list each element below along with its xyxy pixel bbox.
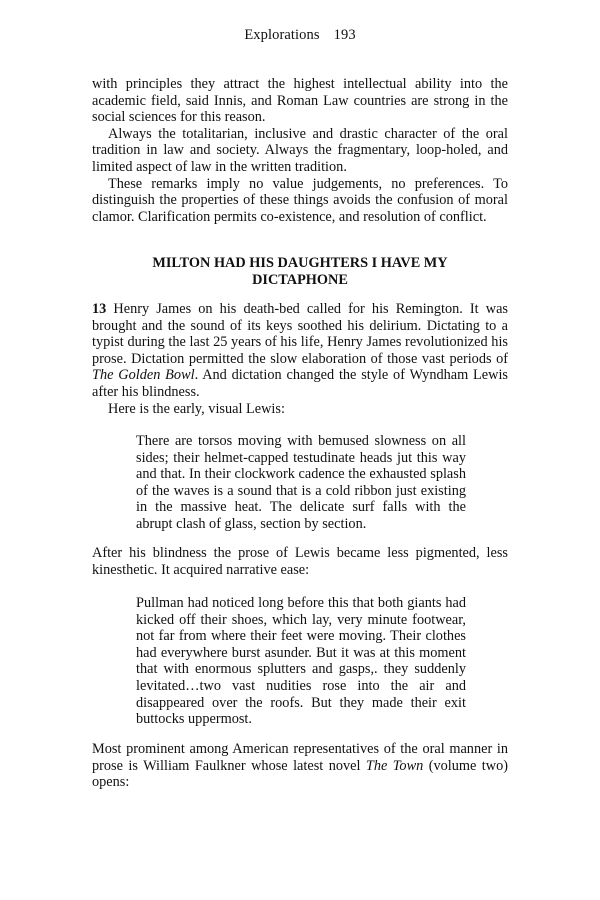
section-number: 13 xyxy=(92,301,107,317)
block-quote-early-lewis: There are torsos moving with bemused slowness on all sides; their helmet-capped testudinate heads jut this way and that. In their clockwork cadence the exhausted splash of the waves is a sound that is a cold ribbon just existing in the massive heat. The delicate surf falls with the abrupt clash of glass, section by section. xyxy=(136,433,466,532)
paragraph: Here is the early, visual Lewis: xyxy=(108,400,285,417)
paragraph-text: (volume two) opens: xyxy=(92,757,508,791)
novel-title: The Town xyxy=(365,757,424,774)
section-heading-line-2: DICTAPHONE xyxy=(252,271,348,288)
paragraph-text: Most prominent among American representatives of the oral manner in prose is William Faulkner whose latest novel xyxy=(92,741,508,774)
block-quote-late-lewis: Pullman had noticed long before this that both giants had kicked off their shoes, which lay, very minute footwear, not far from where their feet were moving. Their clothes had everywhere burst asunder. But it was at this moment that with enormous splutters and gasps,. they suddenly levitated…two vast nudities rose into the air and disappeared over the roofs. But they made their exit buttocks uppermost. xyxy=(136,595,466,728)
paragraph-text: Henry James on his death-bed called for his Remington. It was brought and the sound of its keys soothed his delirium. Dictating to a typist during the last 25 years of his life, Henry James revolutionized his prose. Dictation permitted the slow elaboration of those vast periods of xyxy=(92,301,508,367)
section-heading xyxy=(92,255,508,288)
paragraph-text: . And dictation changed the style of Wyndham Lewis after his blindness. xyxy=(92,367,508,400)
paragraph: Always the totalitarian, inclusive and drastic character of the oral tradition in law and society. Always the fragmentary, loop-holed, and limited aspect of law in the written tradition. xyxy=(92,125,508,175)
opening-paragraphs xyxy=(92,76,508,225)
running-head xyxy=(92,27,508,44)
paragraph: After his blindness the prose of Lewis became less pigmented, less kinesthetic. It acquired narrative ease: xyxy=(92,545,508,578)
paragraph xyxy=(92,301,508,401)
running-head-title: Explorations xyxy=(244,27,320,43)
page-number: 193 xyxy=(333,27,356,43)
closing-paragraph xyxy=(92,741,508,791)
paragraph: These remarks imply no value judgements, no preferences. To distinguish the properties of these things avoids the confusion of moral clamor. Clarification permits co-existence, and resolution of conflict. xyxy=(92,175,508,225)
section-13-paragraphs xyxy=(92,301,508,417)
book-title: The Golden Bowl xyxy=(92,367,195,384)
paragraph: with principles they attract the highest intellectual ability into the academic field, said Innis, and Roman Law countries are strong in the social sciences for this reason. xyxy=(92,76,508,126)
section-heading-line-1: MILTON HAD HIS DAUGHTERS I HAVE MY xyxy=(152,255,448,271)
